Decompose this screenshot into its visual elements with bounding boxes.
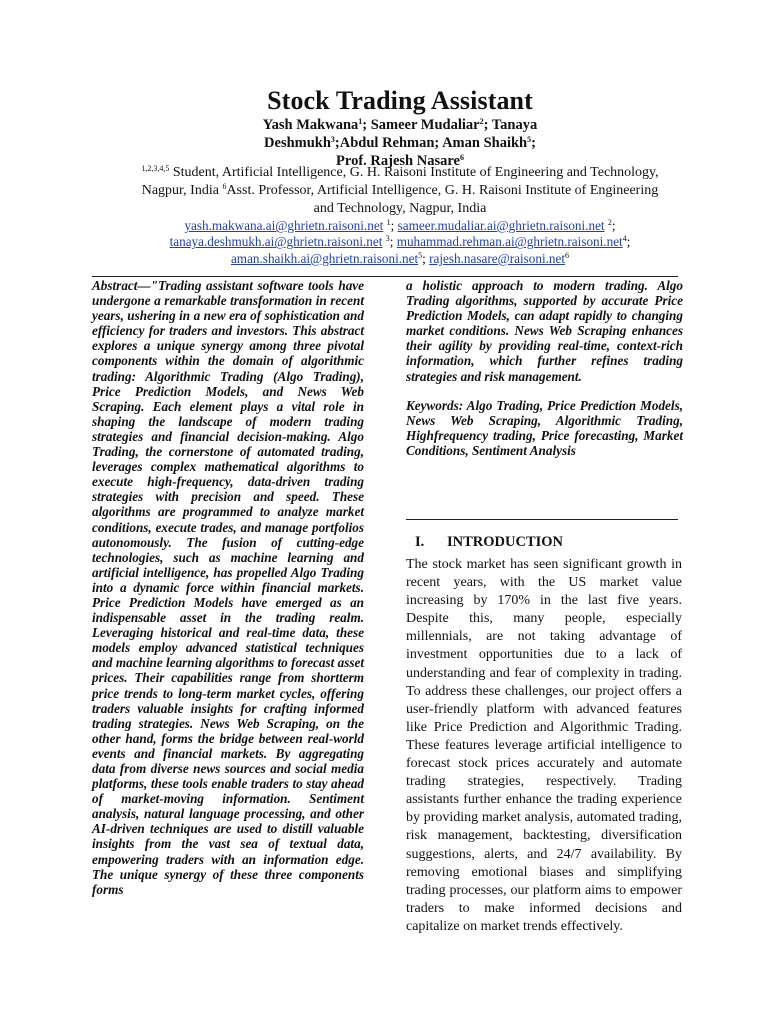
- email-link[interactable]: aman.shaikh.ai@ghrietn.raisoni.net: [230, 250, 419, 266]
- abstract-left-column: Abstract—"Trading assistant software tools have undergone a remarkable transformation in recent years, ushering in a new era of sophistication and efficiency for traders and investors. This abstract explores a unique synergy among three pivotal components within the domain of algorithmic trading: Algorithmic Trading (Algo Trading), Price Prediction Models, and News Web Scraping. Each element plays a vital role in shaping the landscape of modern trading strategies and financial decision-making. Algo Trading, the cornerstone of automated trading, leverages complex mathematical algorithms to execute high-frequency, data-driven trading strategies with precision and speed. These algorithms are programmed to analyze market conditions, execute trades, and manage portfolios autonomously. The fusion of cutting-edge technologies, such as machine learning and artificial intelligence, has propelled Algo Trading into a dynamic force within financial markets. Price Prediction Models have emerged as an indispensable asset in the trading realm. Leveraging historical and real-time data, these models employ advanced statistical techniques and machine learning algorithms to forecast asset prices. Their capabilities range from shortterm price trends to long-term market cycles, offering traders valuable insights for crafting informed trading strategies. News Web Scraping, on the other hand, forms the bridge between real-world events and financial markets. By aggregating data from diverse news sources and social media platforms, these tools enable traders to stay ahead of market-moving information. Sentiment analysis, natural language processing, and other AI-driven techniques are used to distill valuable insights from the vast sea of textual data, empowering traders with an information edge. The unique synergy of these three components forms: [92, 278, 364, 897]
- email-sup: 1: [386, 218, 391, 227]
- paper-title: Stock Trading Assistant: [267, 86, 533, 115]
- author-line-1: [140, 116, 660, 134]
- keywords-divider: [406, 519, 678, 520]
- email-sup: 6: [565, 250, 570, 260]
- email-line-2: tanaya.deshmukh.ai@ghrietn.raisoni.net $^3$; muhammad.rehman.ai@ghrietn.raisoni.net$^4$;: [169, 234, 631, 250]
- email-link[interactable]: rajesh.nasare@raisoni.net: [429, 250, 566, 266]
- author-name: ;: [531, 135, 536, 151]
- email-sup: 2: [607, 218, 612, 227]
- author-name: Yash Makwana: [262, 117, 359, 133]
- section-heading: [415, 534, 563, 551]
- author-sup: 1: [358, 117, 363, 126]
- section-number: I.: [415, 534, 425, 550]
- right-column: [406, 278, 683, 458]
- abstract-continuation: a holistic approach to modern trading. Algo Trading algorithms, supported by accurate Price Prediction Models, can adapt rapidly to changing market conditions. News Web Scraping enhances their agility by providing real-time, context-rich information, which further refines trading strategies and risk management.: [406, 278, 683, 384]
- email-link[interactable]: yash.makwana.ai@ghrietn.raisoni.net: [184, 218, 384, 233]
- author-sup: 2: [479, 117, 484, 126]
- author-name: Prof. Rajesh Nasare: [336, 153, 460, 169]
- email-link[interactable]: sameer.mudaliar.ai@ghrietn.raisoni.net: [397, 218, 605, 233]
- affiliation-sup: 6: [222, 182, 227, 191]
- author-name: ;Abdul Rehman; Aman Shaikh: [334, 135, 528, 151]
- email-sup: 5: [418, 250, 423, 260]
- affiliation: [130, 164, 670, 218]
- author-name: Deshmukh: [264, 135, 331, 151]
- author-sup: 3: [330, 135, 335, 144]
- email-line-1: yash.makwana.ai@ghrietn.raisoni.net $^1$; sameer.mudaliar.ai@ghrietn.raisoni.net $^2$;: [184, 218, 616, 233]
- section-title: INTRODUCTION: [447, 534, 564, 550]
- author-list: [140, 116, 660, 170]
- author-sup: 5: [527, 135, 532, 144]
- keywords: Keywords: Algo Trading, Price Prediction Models, News Web Scraping, Algorithmic Trading, Highfrequency trading, Price forecasting, Market Conditions, Sentiment Analysis: [406, 397, 683, 458]
- email-sup: 4: [622, 234, 627, 244]
- affiliation-sup: 1,2,3,4,5: [141, 164, 170, 173]
- author-name: ; Tanaya: [483, 117, 538, 133]
- author-name: ; Sameer Mudaliar: [362, 117, 480, 133]
- email-link[interactable]: muhammad.rehman.ai@ghrietn.raisoni.net: [396, 234, 623, 250]
- author-sup: 6: [459, 153, 464, 162]
- email-link[interactable]: tanaya.deshmukh.ai@ghrietn.raisoni.net: [169, 234, 383, 250]
- affiliation-text: Asst. Professor, Artificial Intelligence, G. H. Raisoni Institute of Engineering and Technology, Nagpur, India: [226, 183, 659, 216]
- author-line-2: [140, 134, 660, 152]
- header-divider: [92, 276, 678, 277]
- introduction-body: The stock market has seen significant growth in recent years, with the US market value increasing by 170% in the last five years. Despite this, many people, especially millennials, are not taking advantage of investment opportunities due to a lack of understanding and fear of complexity in trading. To address these challenges, our project offers a user-friendly platform with advanced features like Price Prediction and Algorithmic Trading. These features leverage artificial intelligence to forecast stock prices accurately and automate trading strategies, respectively. Trading assistants further enhance the trading experience by providing market analysis, automated trading, risk management, backtesting, diversification suggestions, alerts, and 24/7 availability. By removing emotional biases and simplifying trading processes, our platform aims to empower traders to make informed decisions and capitalize on market trends effectively.: [406, 557, 682, 934]
- email-sup: 3: [385, 234, 390, 244]
- email-list: [130, 218, 670, 267]
- affiliation-text: Student, Artificial Intelligence, G. H. Raisoni Institute of Engineering and Technology, Nagpur, India: [141, 165, 659, 198]
- email-line-3: aman.shaikh.ai@ghrietn.raisoni.net$^5$; rajesh.nasare@raisoni.net$^6$: [230, 250, 570, 266]
